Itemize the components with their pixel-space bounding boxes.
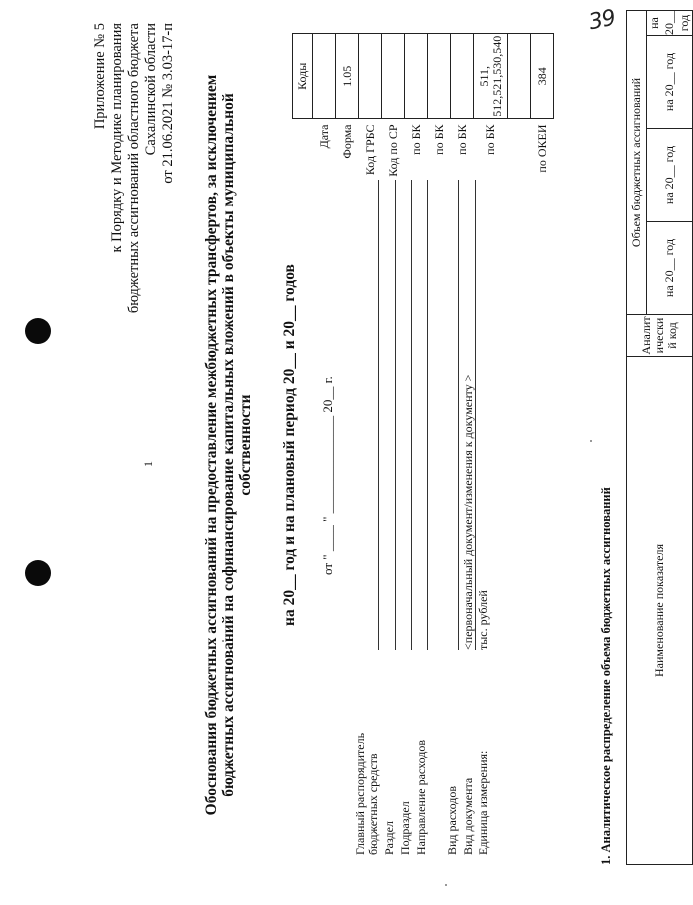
code-value: 1.05	[336, 34, 359, 120]
fill-line	[458, 180, 459, 650]
appendix-line: к Порядку и Методике планирования	[109, 23, 125, 253]
code-label: по БК	[454, 124, 469, 155]
code-value	[428, 34, 451, 120]
codes-header: Коды	[293, 34, 313, 120]
fill-line	[475, 180, 476, 650]
code-label: Дата	[316, 124, 331, 149]
col-budget-volume: Объем бюджетных ассигнований	[627, 10, 647, 314]
doc-type-value: <первоначальный документ/изменения к документу >	[461, 374, 475, 650]
code-value	[313, 34, 336, 120]
main-manager-label-2: бюджетных средств	[366, 753, 380, 855]
title-line: бюджетных ассигнований на софинансирование капитальных вложений в объекты муниципальной	[220, 93, 237, 797]
expense-direction-label: Направление расходов	[414, 739, 428, 855]
document-period: на 20__ год и на плановый период 20__ и 20__ годов	[281, 264, 298, 626]
col-indicator-name: Наименование показателя	[627, 357, 693, 865]
col-year: на 20__ год	[647, 222, 693, 315]
code-label	[508, 119, 531, 177]
code-value	[382, 34, 405, 120]
code-value: 384	[531, 34, 554, 120]
appendix-block	[92, 23, 177, 313]
code-value	[359, 34, 382, 120]
appendix-line: бюджетных ассигнований областного бюджета	[126, 23, 142, 314]
code-label: по БК	[483, 124, 497, 155]
code-label: по БК	[408, 124, 423, 155]
fill-line	[395, 180, 396, 650]
code-label: Форма	[339, 124, 354, 159]
document-date-line: от " ____ " _______________ 20__ г.	[320, 376, 335, 575]
code-label: Код ГРБС	[362, 124, 377, 176]
doc-type-label: Вид документа	[461, 777, 475, 855]
col-year: на 20__ год	[647, 129, 693, 222]
code-value	[451, 34, 474, 120]
fill-line	[378, 180, 379, 650]
section-label: Раздел	[382, 821, 396, 855]
unit-label: Единица измерения:	[476, 750, 490, 855]
appendix-line: Сахалинской области	[143, 23, 159, 156]
main-manager-label: Главный распорядитель	[353, 732, 367, 855]
expense-type-label: Вид расходов	[445, 786, 459, 855]
appendix-line: от 21.06.2021 № 3.03-17-п	[160, 23, 176, 184]
title-line: Обоснования бюджетных ассигнований на предоставление межбюджетных трансфертов, за исключением	[203, 74, 220, 816]
document-title	[203, 65, 254, 825]
code-value	[405, 34, 428, 120]
page-number: 1	[141, 461, 155, 467]
code-label: Код по СР	[385, 124, 400, 177]
subsection-label: Подраздел	[398, 801, 412, 855]
col-year: на 20__ год	[647, 10, 691, 35]
fill-line	[427, 180, 428, 650]
title-line: собственности	[237, 394, 254, 496]
appendix-line: Приложение № 5	[92, 23, 108, 130]
col-year: на 20__ год	[647, 36, 693, 129]
section1-title: 1. Аналитическое распределение объема бюджетных ассигнований	[599, 487, 613, 865]
code-value	[508, 34, 531, 120]
allocation-table	[626, 10, 693, 865]
code-label: по БК	[431, 124, 446, 155]
handwritten-page-number: 39	[586, 5, 618, 36]
code-value: 511, 512,521,530,540	[474, 34, 508, 120]
code-label: по ОКЕИ	[534, 124, 549, 173]
document-sheet	[0, 5, 691, 905]
col-analytic-code: Аналитический код	[627, 315, 693, 357]
unit-value: тыс. рублей	[476, 590, 490, 650]
codes-table	[292, 33, 554, 177]
fill-line	[411, 180, 412, 650]
